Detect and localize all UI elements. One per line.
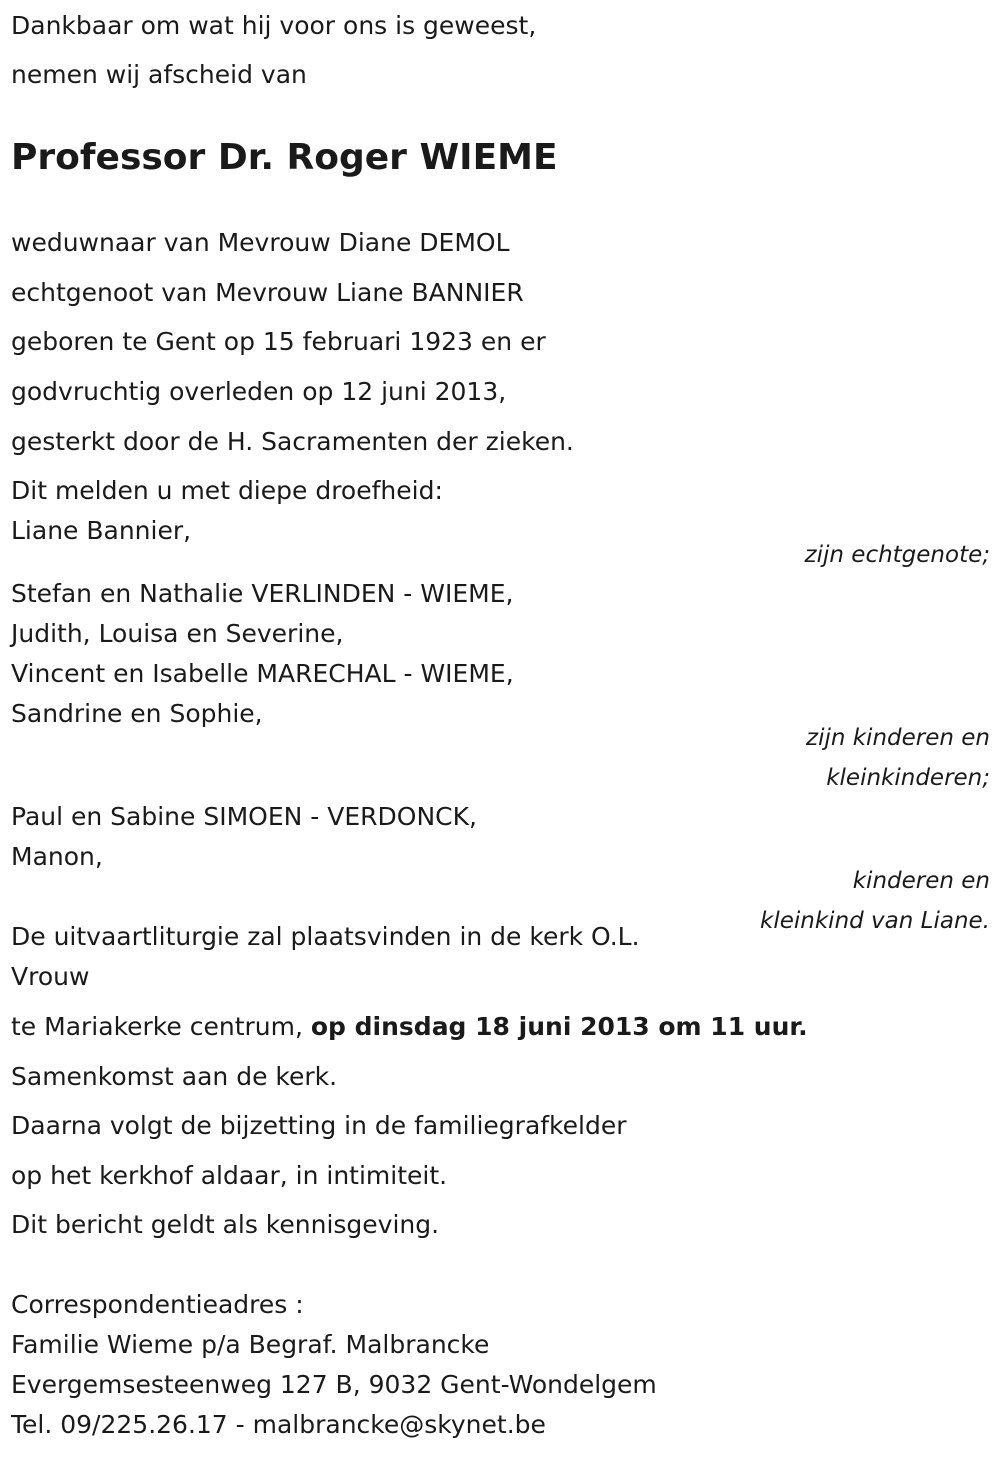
funeral-datetime: op dinsdag 18 juni 2013 om 11 uur. [310, 1012, 808, 1041]
child-line: Judith, Louisa en Severine, [11, 619, 344, 648]
children-role-2: kleinkinderen; [826, 765, 990, 791]
funeral-line-5: Daarna volgt de bijzetting in de familiegrafkelder [11, 1111, 627, 1140]
wife-name: Liane Bannier, [11, 516, 192, 545]
born-line: geboren te Gent op 15 februari 1923 en er [11, 327, 546, 356]
widower-line: weduwnaar van Mevrouw Diane DEMOL [11, 228, 510, 257]
spouse-line: echtgenoot van Mevrouw Liane BANNIER [11, 278, 524, 307]
funeral-location: te Mariakerke centrum, [11, 1012, 311, 1041]
intro-line-2: nemen wij afscheid van [11, 60, 307, 89]
child-line: Vincent en Isabelle MARECHAL - WIEME, [11, 659, 514, 688]
child-line: Stefan en Nathalie VERLINDEN - WIEME, [11, 579, 514, 608]
funeral-line-2: Vrouw [11, 962, 90, 991]
deceased-name: Professor Dr. Roger WIEME [11, 137, 558, 178]
correspondence-label: Correspondentieadres : [11, 1290, 304, 1319]
correspondence-address: Evergemsesteenweg 127 B, 9032 Gent-Wondelgem [11, 1370, 657, 1399]
announce-line: Dit melden u met diepe droefheid: [11, 476, 443, 505]
died-line: godvruchtig overleden op 12 juni 2013, [11, 377, 507, 406]
funeral-line-4: Samenkomst aan de kerk. [11, 1062, 338, 1091]
liane-role-2: kleinkind van Liane. [760, 908, 990, 934]
liane-role-1: kinderen en [852, 868, 990, 894]
correspondence-contact: Tel. 09/225.26.17 - malbrancke@skynet.be [11, 1410, 546, 1439]
funeral-line-3 [11, 1012, 808, 1042]
liane-child-line: Paul en Sabine SIMOEN - VERDONCK, [11, 802, 477, 831]
funeral-line-6: op het kerkhof aldaar, in intimiteit. [11, 1161, 448, 1190]
wife-role: zijn echtgenote; [804, 542, 990, 568]
children-role-1: zijn kinderen en [806, 725, 990, 751]
intro-line-1: Dankbaar om wat hij voor ons is geweest, [11, 11, 537, 40]
sacraments-line: gesterkt door de H. Sacramenten der zieken. [11, 427, 574, 456]
child-line: Sandrine en Sophie, [11, 699, 263, 728]
liane-child-line: Manon, [11, 842, 103, 871]
funeral-line-7: Dit bericht geldt als kennisgeving. [11, 1210, 440, 1239]
funeral-line-1: De uitvaartliturgie zal plaatsvinden in de kerk O.L. [11, 922, 640, 951]
correspondence-name: Familie Wieme p/a Begraf. Malbrancke [11, 1330, 490, 1359]
